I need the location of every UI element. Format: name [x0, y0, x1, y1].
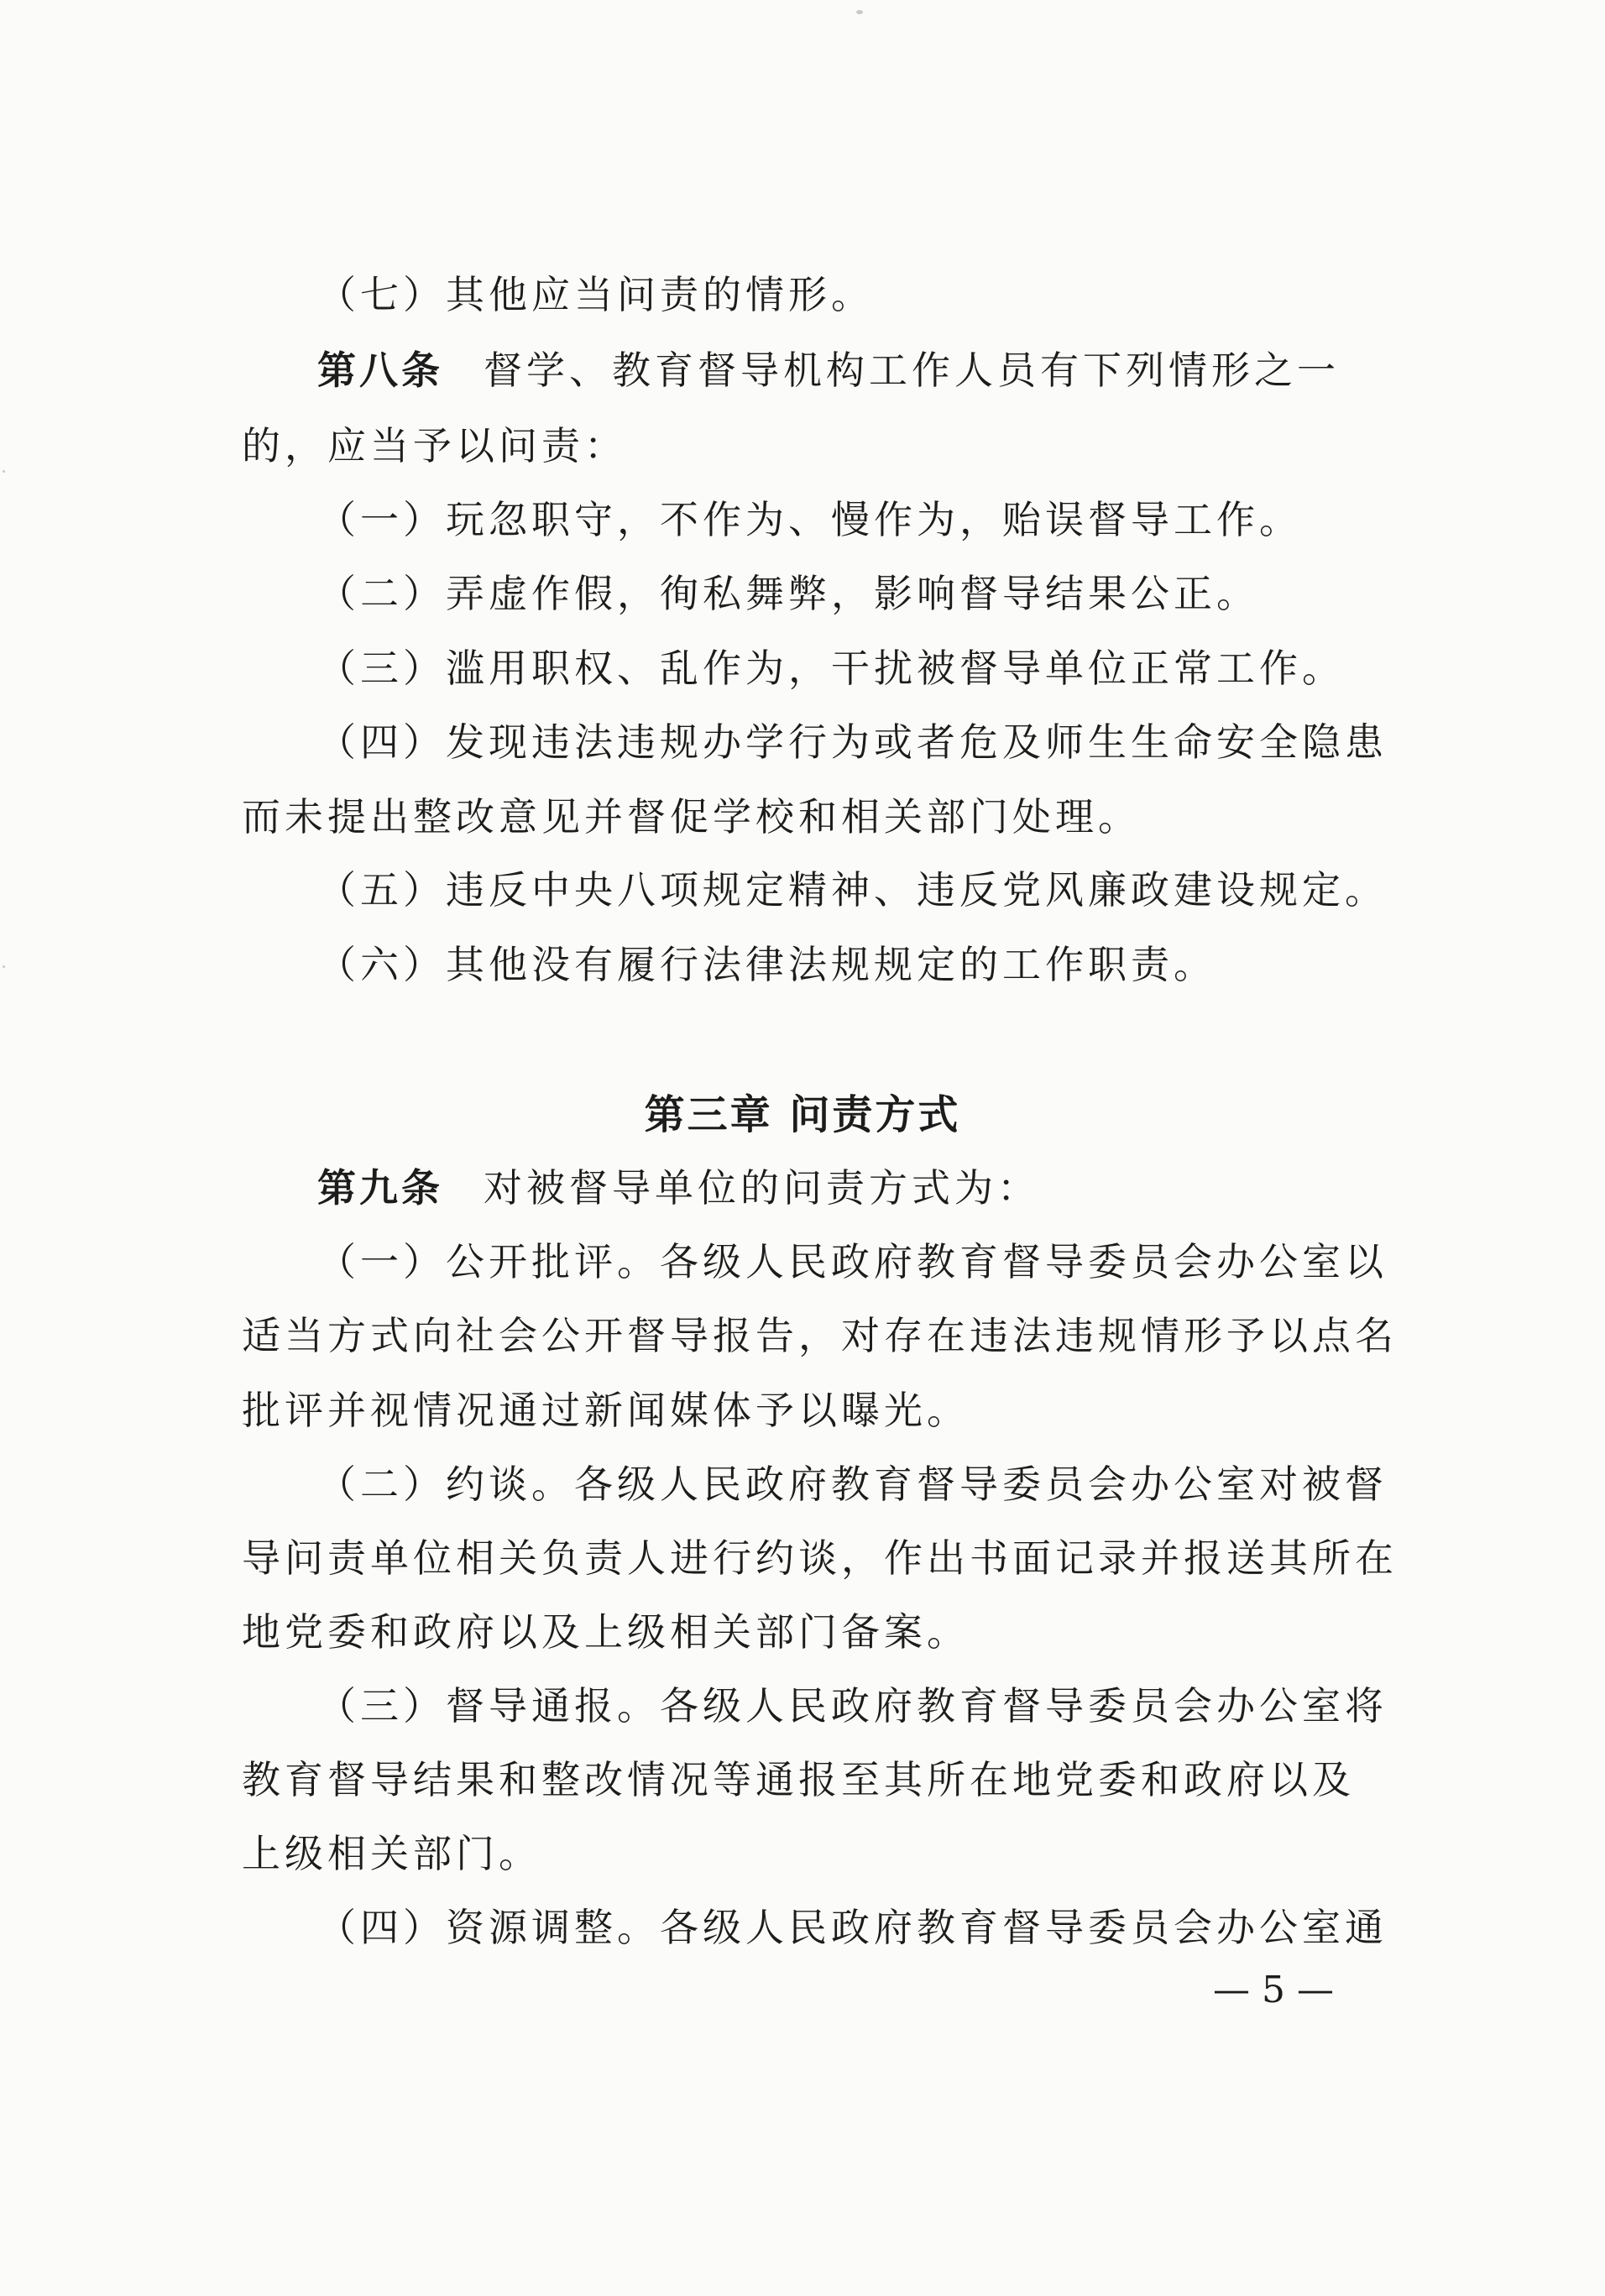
art9-item-1-cont-1: 适当方式向社会公开督导报告，对存在违法违规情形予以点名 [242, 1313, 1398, 1358]
article-9-text: 对被督导单位的问责方式为： [484, 1165, 1040, 1211]
art9-item-2: （二）约谈。各级人民政府教育督导委员会办公室对被督 [317, 1462, 1388, 1507]
article-8-title: 第八条 [317, 348, 443, 393]
scan-speck [3, 965, 5, 968]
chapter-heading: 第三章 问责方式 [644, 1091, 961, 1138]
article-8-text-cont: 的，应当予以问责： [242, 423, 627, 468]
article-8-text: 督学、教育督导机构工作人员有下列情形之一 [484, 348, 1340, 393]
art9-item-2-cont-1: 导问责单位相关负责人进行约谈，作出书面记录并报送其所在 [242, 1535, 1398, 1581]
article-9-line [317, 1164, 1434, 1212]
art8-item-4: （四）发现违法违规办学行为或者危及师生生命安全隐患 [317, 719, 1388, 765]
art8-item-1: （一）玩忽职守，不作为、慢作为，贻误督导工作。 [317, 497, 1302, 542]
art9-item-3-cont-1: 教育督导结果和整改情况等通报至其所在地党委和政府以及 [242, 1757, 1355, 1802]
art8-item-2: （二）弄虚作假，徇私舞弊，影响督导结果公正。 [317, 571, 1259, 616]
art8-item-3: （三）滥用职权、乱作为，干扰被督导单位正常工作。 [317, 646, 1345, 691]
item-7: （七）其他应当问责的情形。 [317, 272, 874, 317]
art9-item-1: （一）公开批评。各级人民政府教育督导委员会办公室以 [317, 1239, 1388, 1284]
art9-item-2-cont-2: 地党委和政府以及上级相关部门备案。 [242, 1609, 970, 1655]
art8-item-6: （六）其他没有履行法律法规规定的工作职责。 [317, 942, 1216, 987]
article-8-line [317, 346, 1434, 395]
scan-speck [856, 10, 863, 14]
art8-item-4-cont: 而未提出整改意见并督促学校和相关部门处理。 [242, 794, 1141, 839]
art9-item-4: （四）资源调整。各级人民政府教育督导委员会办公室通 [317, 1905, 1388, 1950]
art9-item-1-cont-2: 批评并视情况通过新闻媒体予以曝光。 [242, 1388, 970, 1433]
article-9-title: 第九条 [317, 1165, 443, 1211]
page-number: — 5 — [1213, 1969, 1334, 2011]
art8-item-5: （五）违反中央八项规定精神、违反党风廉政建设规定。 [317, 867, 1388, 913]
art9-item-3: （三）督导通报。各级人民政府教育督导委员会办公室将 [317, 1683, 1388, 1729]
art9-item-3-cont-2: 上级相关部门。 [242, 1831, 541, 1876]
scan-speck [3, 470, 5, 473]
